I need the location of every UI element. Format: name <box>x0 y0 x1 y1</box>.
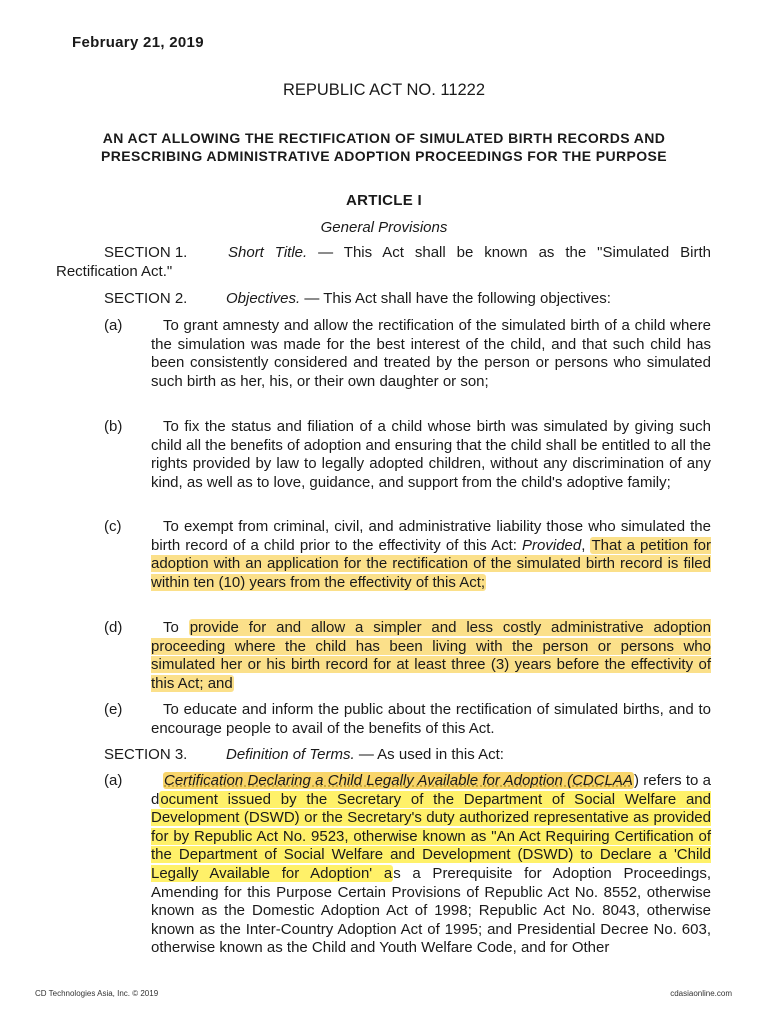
objective-b-text: To fix the status and filiation of a child whose birth was simulated by giving such child all the benefits of adoption and ensuring that the child shall be entitled to all the rights provided by law to legally adopted children, without any discrimination of any kind, as well as to love, guidance, and support from the child's adoptive family; <box>151 418 711 491</box>
objective-b-label: (b) <box>104 418 123 435</box>
objective-c-label: (c) <box>104 518 122 535</box>
objective-d-highlight: provide for and allow a simpler and less costly administrative adoption proceeding where the child has been living with the person or persons who simulated her or his birth record for at least three (3) years before the effectivity of this Act; and <box>151 619 711 692</box>
section-3 <box>56 746 711 765</box>
section-3-label: SECTION 3. <box>104 746 188 763</box>
objective-e-label: (e) <box>104 701 123 718</box>
objective-d <box>104 619 711 693</box>
document-date: February 21, 2019 <box>72 34 204 51</box>
footer-copyright: CD Technologies Asia, Inc. © 2019 <box>35 989 159 998</box>
definition-a-term-close: ) <box>633 772 639 789</box>
section-1-title: Short Title. <box>228 244 308 261</box>
definition-a-label: (a) <box>104 772 123 789</box>
definition-a-term: Certification Declaring a Child Legally Available for Adoption (CDCLAA <box>164 772 633 789</box>
footer-website: cdasiaonline.com <box>670 989 732 998</box>
section-2-title: Objectives. <box>226 290 301 307</box>
definition-a-text-1: refers to a d <box>151 772 711 808</box>
act-title: AN ACT ALLOWING THE RECTIFICATION OF SIMULATED BIRTH RECORDS AND PRESCRIBING ADMINISTRATIVE ADOPTION PROCEEDINGS FOR THE PURPOSE <box>100 130 668 164</box>
definition-a-highlight: ocument issued by the Secretary of the Department of Social Welfare and Development (DSWD) or the Secretary's duty authorized representative as provided for by Republic Act No. 9523, otherwise known as "An Act Requiring Certification of the Department of Social Welfare and Development (DSWD) to Declare a 'Child Legally Available for Adoption' a <box>151 790 711 882</box>
article-subheading: General Provisions <box>320 219 448 236</box>
article-heading: ARTICLE I <box>345 192 423 209</box>
objective-d-text: To <box>163 619 189 636</box>
objective-c-highlight: That a petition for adoption with an application for the rectification of the simulated birth record is filed within ten (10) years from the effectivity of this Act; <box>151 536 711 591</box>
section-3-text: — As used in this Act: <box>354 746 504 763</box>
objective-a-label: (a) <box>104 317 123 334</box>
objective-c-text: To exempt from criminal, civil, and administrative liability those who simulated the birth record of a child prior to the effectivity of this Act: <box>151 518 711 554</box>
section-3-title: Definition of Terms. <box>226 746 355 763</box>
objective-c-proviso: Provided <box>522 536 582 554</box>
definition-a <box>104 772 711 958</box>
section-1-label: SECTION 1. <box>104 244 188 261</box>
section-2-text: — This Act shall have the following objectives: <box>300 290 611 307</box>
section-1-text: — This Act shall be known as the "Simulated Birth Rectification Act." <box>56 244 711 280</box>
act-number: REPUBLIC ACT NO. 11222 <box>282 81 486 99</box>
objective-a-text: To grant amnesty and allow the rectification of the simulated birth of a child where the simulation was made for the best interest of the child, and that such child has been consistently considered and treated by the person or persons who simulated such birth as her, his, or their own daughter or son; <box>151 317 711 390</box>
objective-c-comma: , <box>581 536 591 554</box>
section-2-label: SECTION 2. <box>104 290 188 307</box>
section-1 <box>56 244 711 281</box>
objective-a <box>104 317 711 391</box>
objective-e-text: To educate and inform the public about the rectification of simulated births, and to encourage people to avail of the benefits of this Act. <box>151 701 711 737</box>
section-2 <box>56 290 711 309</box>
objective-e <box>104 701 711 738</box>
objective-c <box>104 518 711 592</box>
objective-d-label: (d) <box>104 619 123 636</box>
definition-a-text-2: s a Prerequisite for Adoption Proceedings, Amending for this Purpose Certain Provisions of Republic Act No. 8552, otherwise known as the Domestic Adoption Act of 1998; Republic Act No. 8043, otherwise known as the Inter-Country Adoption Act of 1995; and Presidential Decree No. 603, otherwise known as the Child and Youth Welfare Code, and for Other <box>151 864 712 957</box>
objective-b <box>104 418 711 492</box>
